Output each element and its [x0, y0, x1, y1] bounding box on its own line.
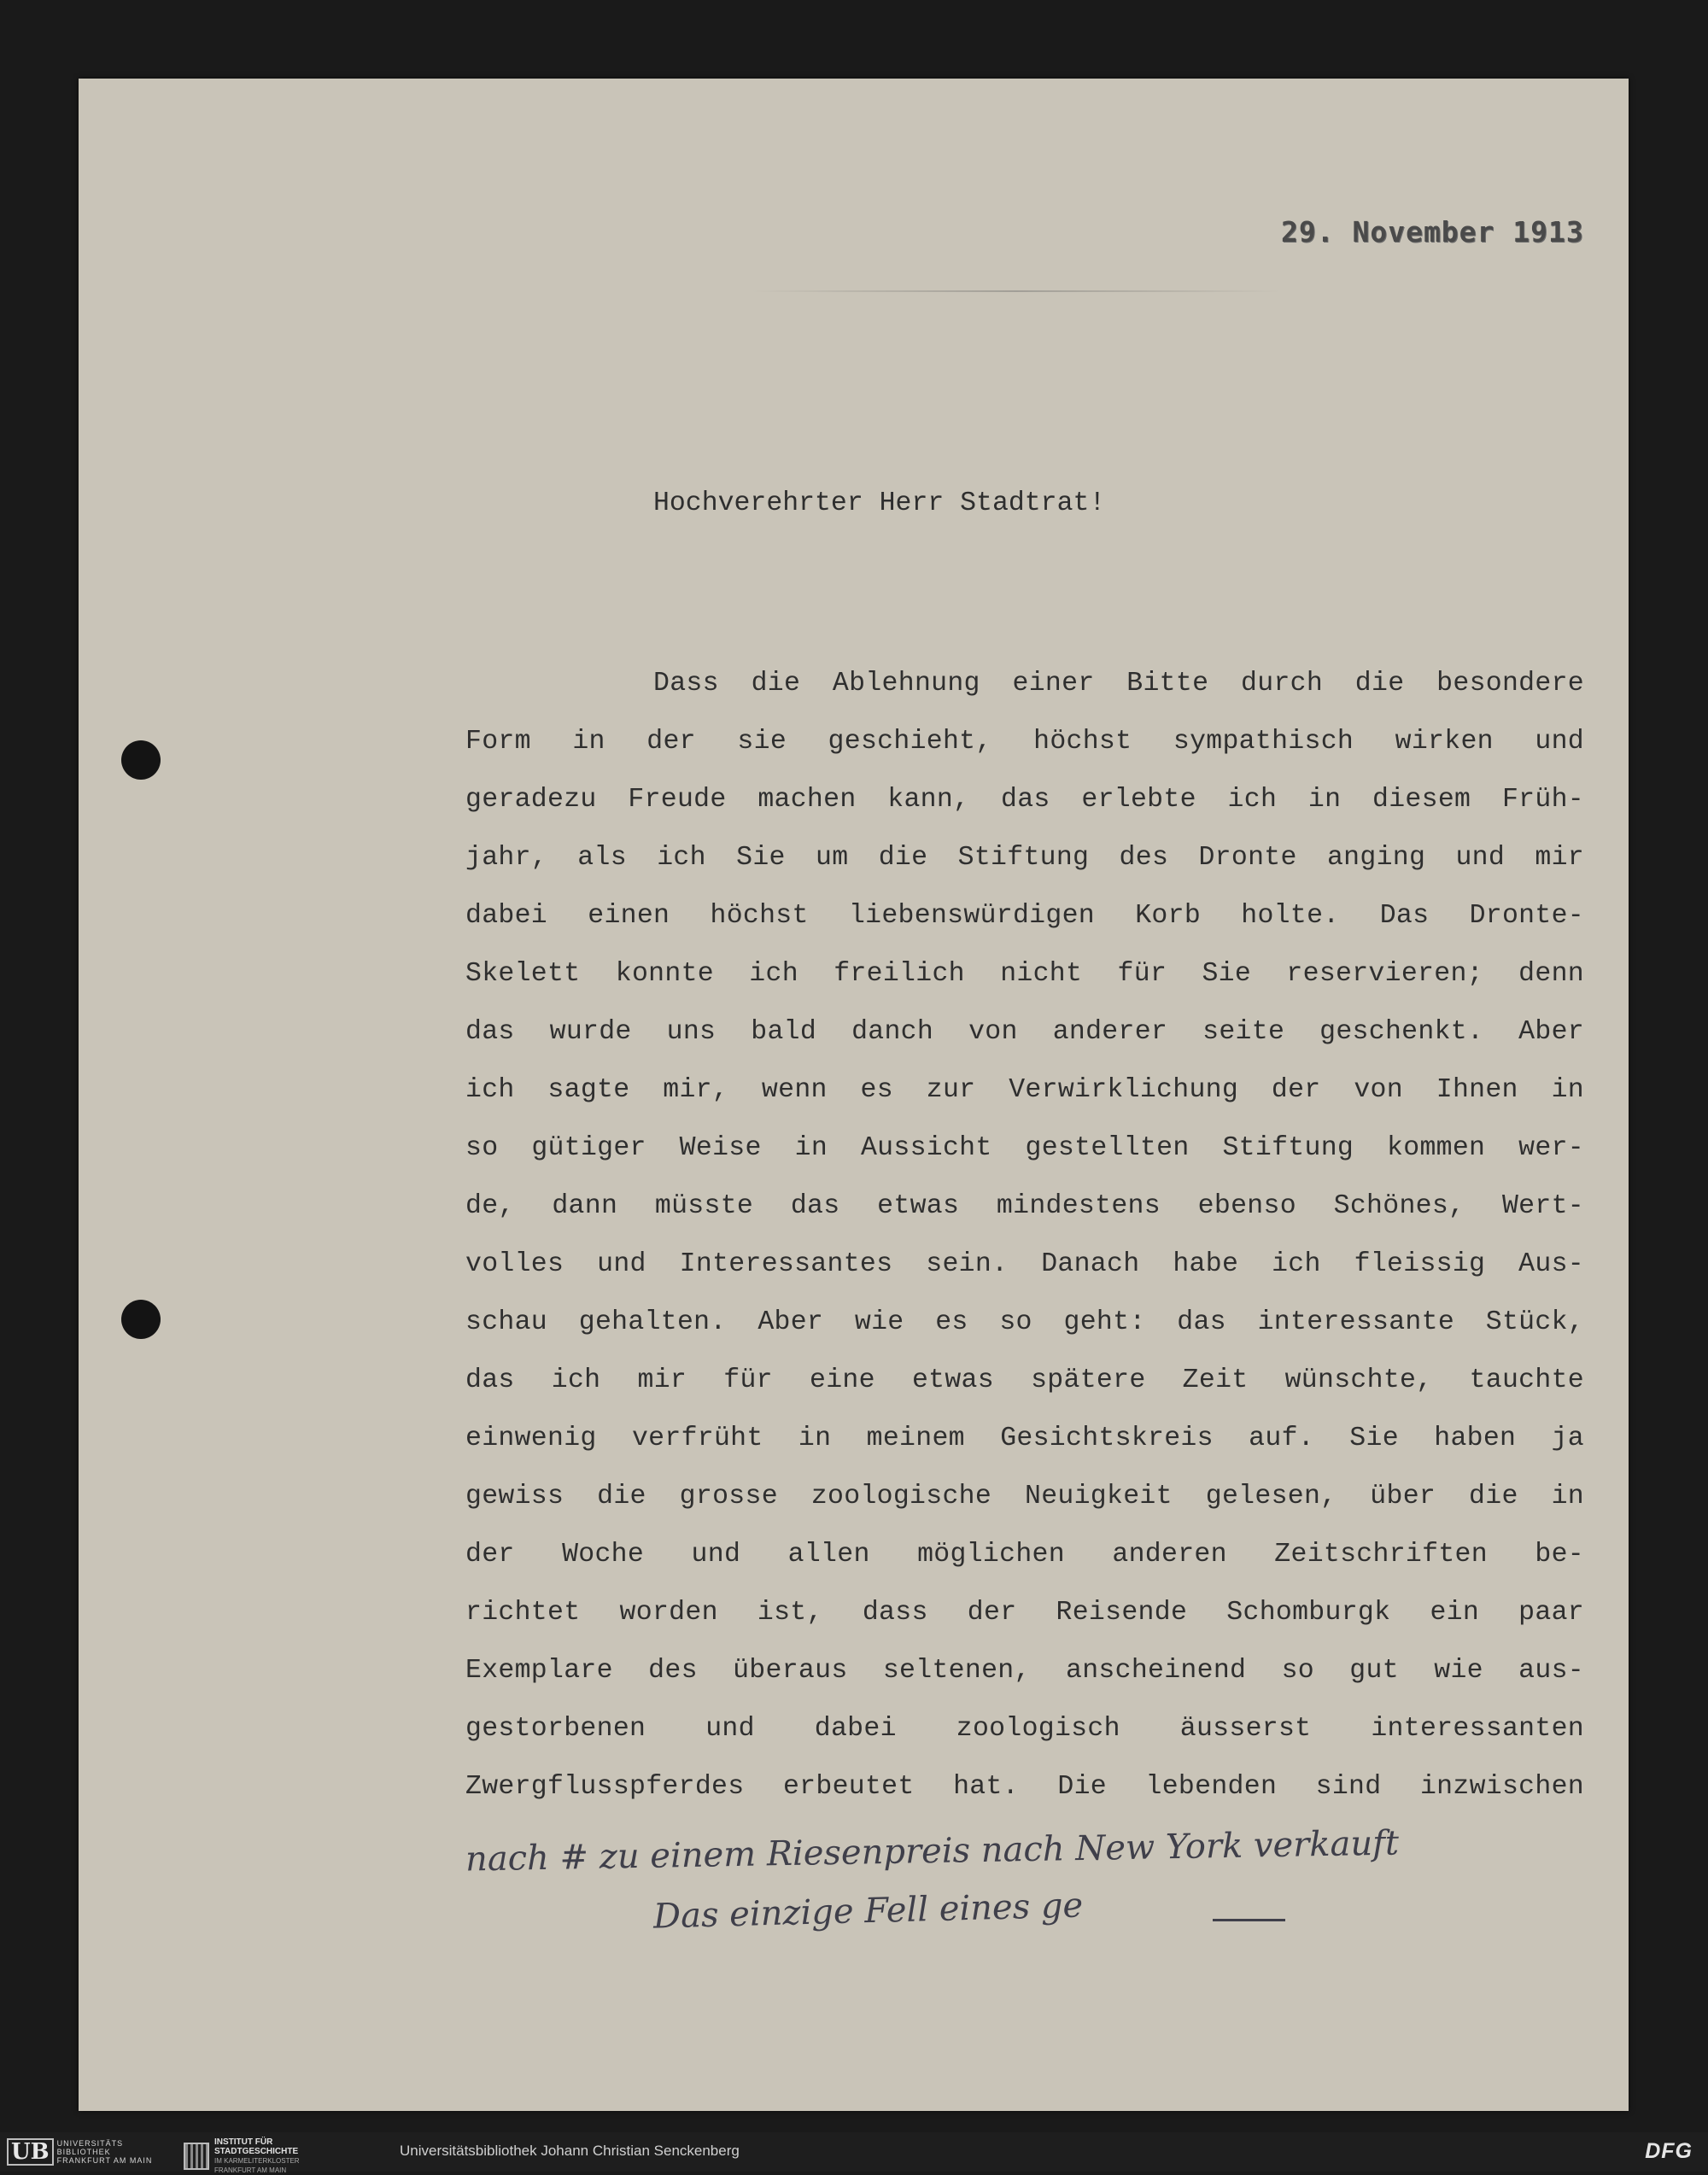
ifs-logo[interactable] — [184, 2137, 300, 2175]
body-line: geradezu Freude machen kann, das erlebte ich in diesem Früh- — [465, 785, 1584, 815]
ub-logo-text: UNIVERSITÄTS BIBLIOTHEK FRANKFURT AM MAIN — [56, 2139, 153, 2165]
body-line: Dass die Ablehnung einer Bitte durch die besondere — [653, 669, 1584, 699]
body-line: das ich mir für eine etwas spätere Zeit wünschte, tauchte — [465, 1365, 1584, 1395]
ifs-logo-text: INSTITUT FÜR STADTGESCHICHTE — [214, 2137, 299, 2156]
punch-hole-bottom — [121, 1300, 161, 1339]
body-line: ich sagte mir, wenn es zur Verwirklichung der von Ihnen in — [465, 1075, 1584, 1105]
body-line: Zwergflusspferdes erbeutet hat. Die lebenden sind inzwischen — [465, 1772, 1584, 1802]
handwritten-dash — [1213, 1919, 1285, 1921]
ifs-logo-sub: IM KARMELITERKLOSTER FRANKFURT AM MAIN — [214, 2157, 300, 2174]
body-line: so gütiger Weise in Aussicht gestellten Stiftung kommen wer- — [465, 1133, 1584, 1163]
ub-logo[interactable] — [7, 2137, 152, 2166]
dfg-logo[interactable]: DFG — [1645, 2139, 1693, 2163]
footer-title: Universitätsbibliothek Johann Christian Senckenberg — [400, 2143, 740, 2159]
body-line: Exemplare des überaus seltenen, anscheinend so gut wie aus- — [465, 1656, 1584, 1686]
handwritten-note-line: nach # zu einem Riesenpreis nach New York verkauft — [465, 1823, 1400, 1880]
smudge-line — [752, 290, 1281, 292]
body-line: Skelett konnte ich freilich nicht für Sie reservieren; denn — [465, 959, 1584, 989]
body-line: Form in der sie geschieht, höchst sympathisch wirken und — [465, 727, 1584, 757]
body-line: das wurde uns bald danch von anderer seite geschenkt. Aber — [465, 1017, 1584, 1047]
letter-date: 29. November 1913 — [1281, 215, 1584, 248]
ub-logo-icon: UB — [7, 2138, 54, 2166]
body-line: einwenig verfrüht in meinem Gesichtskreis auf. Sie haben ja — [465, 1424, 1584, 1453]
salutation: Hochverehrter Herr Stadtrat! — [653, 488, 1106, 518]
body-line: gewiss die grosse zoologische Neuigkeit gelesen, über die in — [465, 1482, 1584, 1511]
punch-hole-top — [121, 740, 161, 780]
body-line: jahr, als ich Sie um die Stiftung des Dronte anging und mir — [465, 843, 1584, 873]
handwritten-note-line: Das einzige Fell eines ge — [652, 1886, 1084, 1937]
body-line: gestorbenen und dabei zoologisch äusserst interessanten — [465, 1714, 1584, 1744]
body-line: schau gehalten. Aber wie es so geht: das interessante Stück, — [465, 1307, 1584, 1337]
ifs-logo-icon — [184, 2143, 209, 2170]
viewer-footer — [0, 2132, 1708, 2172]
body-line: de, dann müsste das etwas mindestens ebenso Schönes, Wert- — [465, 1191, 1584, 1221]
body-line: dabei einen höchst liebenswürdigen Korb holte. Das Dronte- — [465, 901, 1584, 931]
body-line: der Woche und allen möglichen anderen Zeitschriften be- — [465, 1540, 1584, 1570]
body-line: richtet worden ist, dass der Reisende Schomburgk ein paar — [465, 1598, 1584, 1628]
body-line: volles und Interessantes sein. Danach habe ich fleissig Aus- — [465, 1249, 1584, 1279]
